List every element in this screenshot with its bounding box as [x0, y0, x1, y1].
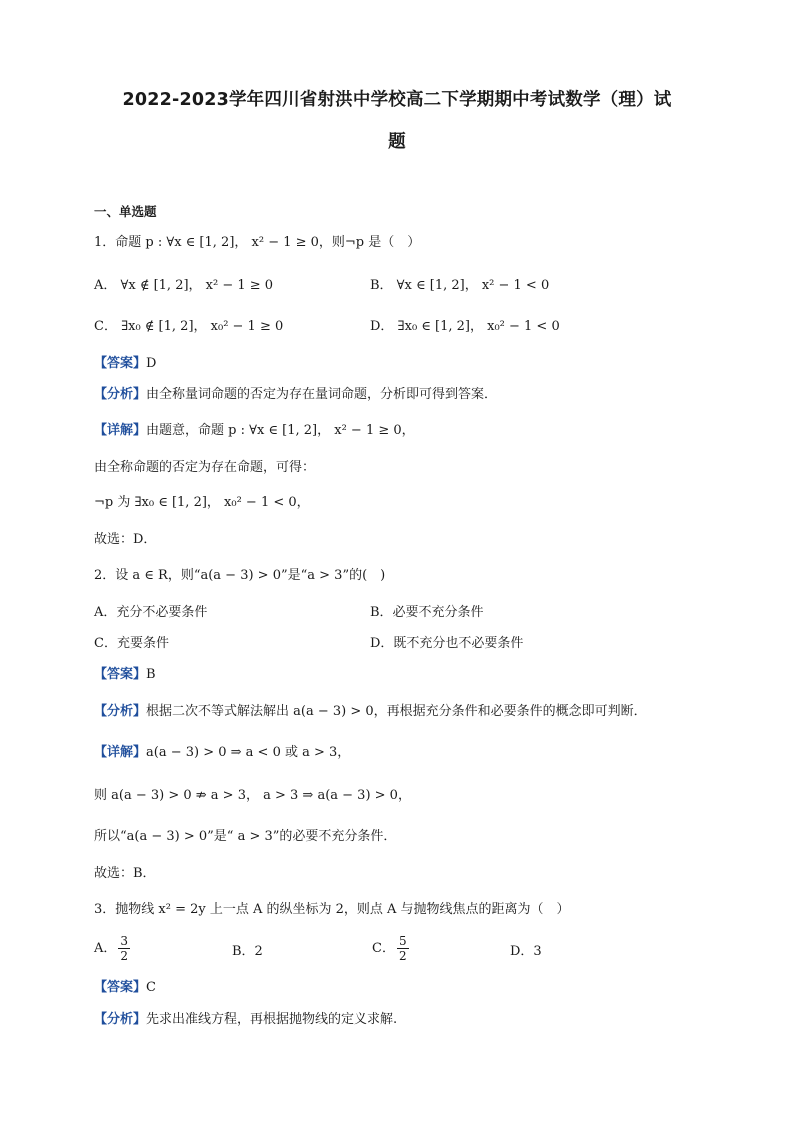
question-3-option-b: B．2 [232, 944, 263, 959]
question-1-option-a: A． ∀x ∉ [1, 2]， x² − 1 ≥ 0 [94, 278, 274, 293]
section-heading: 一、单选题 [94, 204, 157, 219]
fraction-denominator: 2 [120, 949, 129, 963]
analysis-tag: 【分析】 [94, 387, 147, 402]
analysis-text: 根据二次不等式解法解出 a(a − 3) > 0，再根据充分条件和必要条件的概念即可判断． [146, 704, 647, 719]
detail-text: 由题意，命题 p : ∀x ∈ [1, 2]， x² − 1 ≥ 0， [146, 423, 415, 438]
question-2-option-a: A．充分不必要条件 [94, 605, 208, 620]
fraction-numerator: 5 [398, 934, 407, 948]
detail-tag: 【详解】 [94, 423, 147, 438]
answer-value: C [146, 980, 156, 995]
question-2-option-d: D．既不充分也不必要条件 [370, 636, 524, 651]
answer-tag: 【答案】 [94, 980, 147, 995]
question-3-option-c [372, 934, 409, 963]
fraction-numerator: 3 [120, 934, 129, 948]
analysis-text: 由全称量词命题的否定为存在量词命题，分析即可得到答案． [146, 387, 498, 402]
question-1-option-c: C． ∃x₀ ∉ [1, 2]， x₀² − 1 ≥ 0 [94, 319, 284, 334]
document-title-line-2: 题 [388, 132, 406, 152]
answer-tag: 【答案】 [94, 356, 147, 371]
question-2-conclusion: 故选：B． [94, 866, 156, 881]
analysis-tag: 【分析】 [94, 704, 147, 719]
question-3-option-a [94, 934, 130, 963]
question-1-answer [94, 355, 156, 373]
fraction [397, 934, 409, 963]
question-2-option-c: C．充要条件 [94, 636, 169, 651]
question-1-stem: 1．命题 p : ∀x ∈ [1, 2]， x² − 1 ≥ 0，则¬p 是（ ） [94, 235, 421, 250]
analysis-tag: 【分析】 [94, 1012, 147, 1027]
option-label: C． [372, 941, 395, 956]
question-1-detail-line-2: 由全称命题的否定为存在命题，可得： [94, 460, 316, 475]
question-3-option-d: D．3 [510, 944, 542, 959]
detail-text: a(a − 3) > 0 ⇒ a < 0 或 a > 3， [146, 745, 351, 760]
question-2-detail-line-3: 所以“a(a − 3) > 0”是“ a > 3”的必要不充分条件． [94, 829, 397, 844]
question-1-option-d: D． ∃x₀ ∈ [1, 2]， x₀² − 1 < 0 [370, 319, 560, 334]
question-1-detail [94, 422, 415, 440]
document-title-line-1: 2022-2023学年四川省射洪中学校高二下学期期中考试数学（理）试 [122, 90, 672, 110]
question-1-analysis [94, 386, 497, 404]
question-1-option-b: B． ∀x ∈ [1, 2]， x² − 1 < 0 [370, 278, 550, 293]
option-label: A． [94, 941, 117, 956]
question-3-stem: 3．抛物线 x² = 2y 上一点 A 的纵坐标为 2，则点 A 与抛物线焦点的距离为（ ） [94, 902, 570, 917]
question-2-analysis [94, 703, 647, 721]
answer-value: D [146, 356, 157, 371]
question-1-conclusion: 故选：D． [94, 532, 157, 547]
answer-value: B [146, 667, 156, 682]
question-2-stem: 2．设 a ∈ R，则“a(a − 3) > 0”是“a > 3”的( ) [94, 568, 386, 583]
question-3-answer [94, 979, 156, 997]
question-3-analysis [94, 1011, 397, 1029]
question-2-answer [94, 666, 156, 684]
question-1-detail-line-3: ¬p 为 ∃x₀ ∈ [1, 2]， x₀² − 1 < 0， [94, 495, 310, 510]
question-2-detail [94, 744, 350, 762]
analysis-text: 先求出准线方程，再根据抛物线的定义求解. [146, 1012, 398, 1027]
fraction [118, 934, 130, 963]
question-2-option-b: B．必要不充分条件 [370, 605, 484, 620]
detail-tag: 【详解】 [94, 745, 147, 760]
answer-tag: 【答案】 [94, 667, 147, 682]
fraction-denominator: 2 [398, 949, 407, 963]
question-2-detail-line-2: 则 a(a − 3) > 0 ⇏ a > 3， a > 3 ⇒ a(a − 3) > 0， [94, 788, 411, 803]
